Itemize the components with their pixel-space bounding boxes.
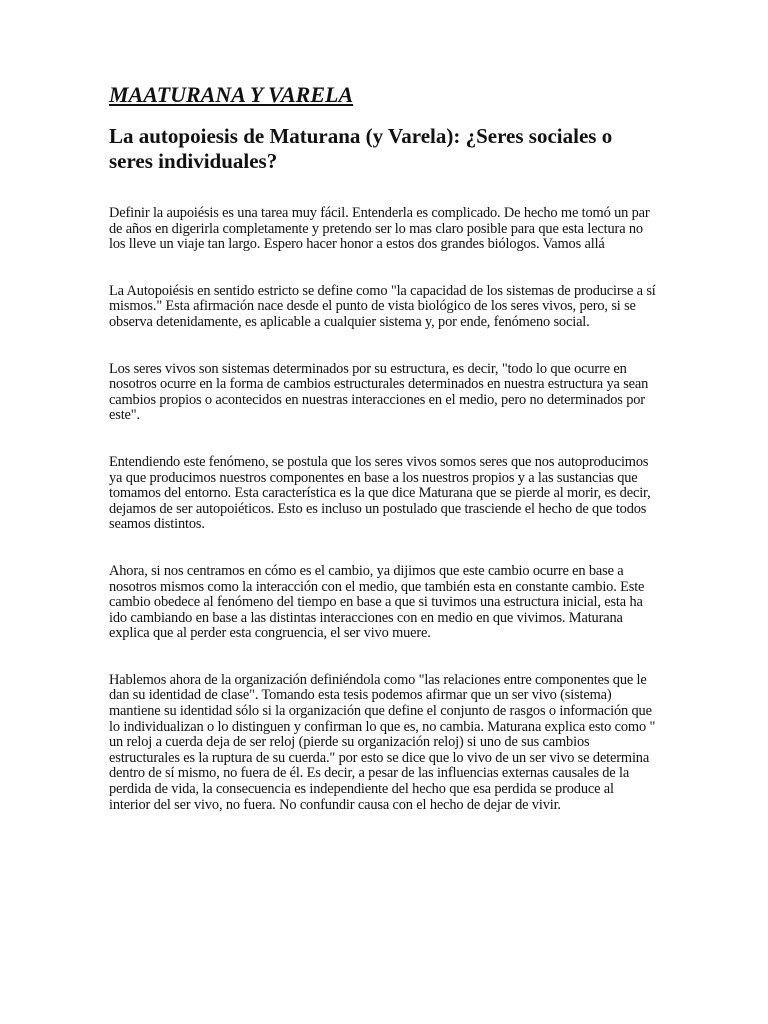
paragraph-5: Ahora, si nos centramos en cómo es el cambio, ya dijimos que este cambio ocurre en base a nosotros mismos como la interacción con el medio, que también esta en constante cambio. Este cambio obedece al fenómeno del tiempo en base a que si tuvimos una estructura inicial, esta ha ido cambiando en base a las distintas interacciones con en medio en que vivimos. Maturana explica que al perder esta congruencia, el ser vivo muere. [109, 562, 645, 642]
paragraph-1: Definir la aupoiésis es una tarea muy fácil. Entenderla es complicado. De hecho me tomó un par de años en digerirla completamente y pretendo ser lo mas claro posible para que esta lectura no los lleve un viaje tan largo. Espero hacer honor a estos dos grandes biólogos. Vamos allá [109, 205, 650, 253]
paragraph-4: Entendiendo este fenómeno, se postula que los seres vivos somos seres que nos autoproducimos ya que producimos nuestros componentes en base a los nuestros propios y a las sustancias que tomamos del entorno. Esta característica es la que dice Maturana que se pierde al morir, es decir, dejamos de ser autopoiéticos. Esto es incluso un postulado que trasciende el hecho de que todos seamos distintos. [109, 453, 651, 533]
document-page [109, 82, 657, 813]
paragraph-2: La Autopoiésis en sentido estricto se define como "la capacidad de los sistemas de producirse a sí mismos." Esta afirmación nace desde el punto de vista biológico de los seres vivos, pero, si se observa detenidamente, es aplicable a cualquier sistema y, por ende, fenómeno social. [109, 282, 656, 330]
document-title: La autopoiesis de Maturana (y Varela): ¿Seres sociales o seres individuales? [109, 124, 613, 173]
paragraph-6: Hablemos ahora de la organización definiéndola como "las relaciones entre componentes que le dan su identidad de clase". Tomando esta tesis podemos afirmar que un ser vivo (sistema) mantiene su identidad sólo si la organización que define el conjunto de rasgos o información que lo individualizan o lo distinguen y confirman lo que es, no cambia. Maturana explica esto como " un reloj a cuerda deja de ser reloj (pierde su organización reloj) si uno de sus cambios estructurales es la ruptura de su cuerda." por esto se dice que lo vivo de un ser vivo se determina dentro de sí mismo, no fuera de él. Es decir, a pesar de las influencias externas causales de la perdida de vida, la consecuencia es independiente del hecho que esa perdida se produce al interior del ser vivo, no fuera. No confundir causa con el hecho de dejar de vivir. [109, 671, 656, 813]
document-body [109, 206, 657, 813]
document-heading: MAATURANA Y VARELA [109, 82, 354, 107]
paragraph-3: Los seres vivos son sistemas determinados por su estructura, es decir, "todo lo que ocurre en nosotros ocurre en la forma de cambios estructurales determinados en nuestra estructura ya sean cambios propios o acontecidos en nuestras interacciones en el medio, pero no determinados por este". [109, 360, 649, 424]
